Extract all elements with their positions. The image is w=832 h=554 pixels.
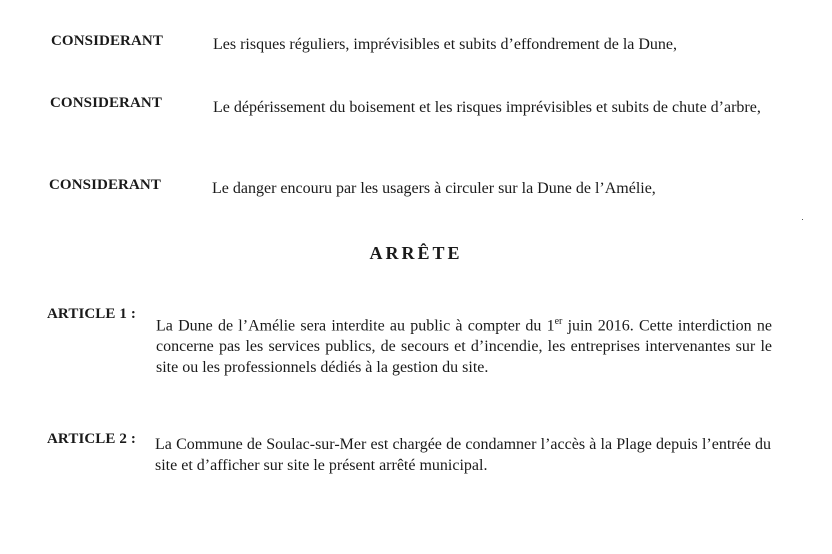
article-1-text: [156, 311, 772, 378]
article-1-text-after: juin 2016. Cette interdiction ne concerne pas les services publics, de secours et d’incendie, les entreprises intervenantes sur le site ou les professionnels dédiés à la gestion du site.: [156, 317, 773, 377]
considerant-label-3: CONSIDERANT: [49, 177, 161, 193]
article-1-superscript: er: [554, 316, 563, 327]
article-2-label: ARTICLE 2 :: [47, 431, 136, 447]
decree-heading: ARRÊTE: [369, 243, 463, 263]
considerant-text-1: Les risques réguliers, imprévisibles et subits d’effondrement de la Dune,: [213, 36, 678, 53]
article-2-text: La Commune de Soulac-sur-Mer est chargée de condamner l’accès à la Plage depuis l’entrée du site et d’afficher sur site le présent arrêté municipal.: [155, 436, 771, 474]
article-1-text-before: La Dune de l’Amélie sera interdite au public à compter du 1: [156, 317, 555, 335]
considerant-label-2: CONSIDERANT: [50, 95, 162, 111]
considerant-text-2: Le dépérissement du boisement et les risques imprévisibles et subits de chute d’arbre,: [213, 99, 761, 116]
scan-artifact-dot: [802, 219, 803, 220]
article-1-label: ARTICLE 1 :: [47, 306, 136, 322]
considerant-text-3: Le danger encouru par les usagers à circuler sur la Dune de l’Amélie,: [212, 180, 656, 197]
considerant-label-1: CONSIDERANT: [51, 33, 163, 49]
